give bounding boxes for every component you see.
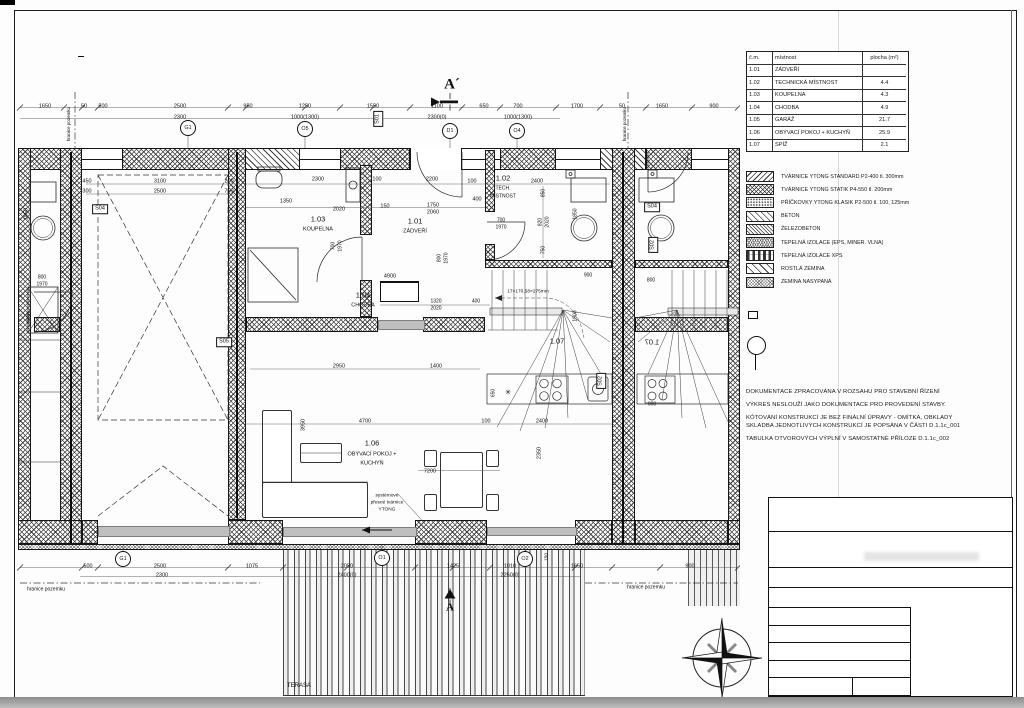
dim-label: 2500 xyxy=(153,188,167,195)
dim-label: 1970 xyxy=(495,224,507,231)
dim-label: 2300 xyxy=(311,176,325,183)
dim-label: 3100 xyxy=(153,178,167,185)
legend-marker-walls xyxy=(748,311,767,319)
dim-label: S04 xyxy=(92,204,108,214)
drawing-title xyxy=(74,52,84,58)
dim-label: 700 xyxy=(330,241,337,251)
dim-label: 1700 xyxy=(570,103,584,110)
scan-edge-bar xyxy=(0,697,1024,708)
dim-label: 1.04 xyxy=(355,290,371,300)
dim-label: 7200 xyxy=(423,468,437,475)
dim-label: 2400(0) xyxy=(337,572,357,579)
legend-swatch-std xyxy=(746,171,774,182)
titleblock-stupen xyxy=(769,642,911,660)
dim-label: 1900 xyxy=(26,311,33,325)
note-line: TABULKA OTVOROVÝCH VÝPLNÍ V SAMOSTATNÉ PŘÍLOZE D.1.1c_002 xyxy=(746,436,950,442)
dim-label: 500 xyxy=(83,563,93,570)
titleblock-meritko xyxy=(769,677,853,695)
ref-marker: O1 xyxy=(374,550,390,566)
dim-label: 2300 xyxy=(155,572,169,579)
legend-label: TEPELNÁ IZOLACE (EPS, MINER. VLNA) xyxy=(781,239,884,246)
dim-label: 100 xyxy=(372,176,382,183)
legend-marker-horizontal xyxy=(747,336,775,355)
redacted-client xyxy=(864,552,979,561)
dim-label: 100 xyxy=(467,178,477,185)
room-table-row xyxy=(747,115,908,128)
marker-leader-line xyxy=(755,354,756,370)
room-table-row xyxy=(747,127,908,140)
dim-label: 2300(0) xyxy=(427,114,447,121)
elevation-zero xyxy=(381,282,418,283)
legend-swatch-xps xyxy=(746,250,774,261)
room-table-cell: 1.04 xyxy=(747,102,773,115)
dim-label: TERASA xyxy=(286,683,312,689)
room-table-cell: KOUPELNA xyxy=(773,90,863,103)
dim-label: S05 xyxy=(216,337,232,347)
legend-item xyxy=(746,210,909,223)
room-table-cell: 1.01 xyxy=(747,65,773,78)
note-line: DOKUMENTACE ZPRACOVÁNA V ROZSAHU PRO STAVEBNÍ ŘÍZENÍ xyxy=(746,389,940,395)
dim-label: 150 xyxy=(380,203,390,210)
dim-label: 1425 xyxy=(446,563,460,570)
dim-label: 17×170,58×275mm xyxy=(507,289,549,295)
room-table-row xyxy=(747,65,908,78)
dim-label: 1000(1300) xyxy=(290,114,320,121)
dim-label: 150 xyxy=(544,552,550,562)
room-table-cell: 1.06 xyxy=(747,127,773,140)
room-table-cell xyxy=(863,65,906,78)
wall-composition-tag xyxy=(748,311,758,319)
dim-label: S01 xyxy=(373,111,383,127)
room-table-cell: 2.1 xyxy=(880,142,889,148)
legend-label: TVÁRNICE YTONG STANDARD P2-400 tl. 300mm xyxy=(781,173,904,180)
room-table-row xyxy=(747,77,908,90)
room-table-cell: OBÝVACÍ POKOJ + KUCHYŇ xyxy=(773,127,863,140)
room-table-cell: 4.4 xyxy=(863,77,906,90)
dim-label: A xyxy=(446,601,454,614)
dim-label: 4700 xyxy=(358,418,372,425)
dim-label: 1970 xyxy=(36,281,48,288)
dim-label: 200 xyxy=(224,178,234,185)
dim-label: hranice pozemku xyxy=(626,584,666,591)
dim-label: 2500 xyxy=(173,103,187,110)
room-table-cell: SPÍŽ xyxy=(773,140,863,152)
room-table-row xyxy=(747,102,908,115)
dim-label: 1400 xyxy=(429,363,443,370)
dim-label: 900 xyxy=(685,563,695,570)
dim-label: 2400 xyxy=(535,418,549,425)
ref-marker: G1 xyxy=(115,551,131,567)
dim-label: hranice pozemku xyxy=(621,106,627,142)
note-line: SKLADBA JEDNOTLIVÝCH KONSTRUKCÍ JE POPSÁNA V ČÁSTI D.1.1c_001 xyxy=(746,423,961,429)
dim-label: 450 xyxy=(82,178,92,185)
dim-label: 2020 xyxy=(544,216,551,228)
dim-label: 2950 xyxy=(332,363,346,370)
room-table-cell: 1.02 xyxy=(747,77,773,90)
room-table-cell: 4.3 xyxy=(863,90,906,103)
dim-label: hranice pozemku xyxy=(26,586,66,593)
ref-marker: D1 xyxy=(442,123,458,139)
dim-label: ZÁDVEŘÍ xyxy=(403,228,427,235)
dim-label: 2350 xyxy=(536,446,543,460)
note-line: VÝKRES NESLOUŽÍ JAKO DOKUMENTACE PRO PROVEDENÍ STAVBY. xyxy=(746,402,947,408)
dim-label: systémové xyxy=(375,493,399,499)
note-lines xyxy=(746,389,960,449)
room-table-cell: 21.7 xyxy=(863,115,906,128)
dim-label: 700 xyxy=(513,103,523,110)
dim-label: 2020 xyxy=(430,305,442,312)
dim-label: 950 xyxy=(243,103,253,110)
room-table-cell: ZÁDVEŘÍ xyxy=(773,65,863,78)
elevation-marker xyxy=(380,281,419,302)
dim-label: 1900 xyxy=(572,310,579,322)
dim-label: 1650 xyxy=(655,103,669,110)
dim-label: 2300 xyxy=(173,114,187,121)
cadastre xyxy=(769,661,910,669)
ref-marker: G1 xyxy=(180,120,196,136)
room-table-cell: CHODBA xyxy=(773,102,863,115)
format-value xyxy=(853,678,910,685)
room-table-cell: 4.9 xyxy=(863,102,906,115)
dim-label: A´ xyxy=(444,76,460,93)
titleblock-obsah xyxy=(769,587,1013,607)
legend-swatch-eps xyxy=(746,237,774,248)
room-table-header xyxy=(747,52,908,65)
legend-items xyxy=(746,170,909,289)
dim-label: 500 xyxy=(98,103,108,110)
dim-label: 900 xyxy=(709,103,719,110)
legend-item xyxy=(746,276,909,289)
dim-label: 1350 xyxy=(279,198,293,205)
dim-label: 850 xyxy=(540,188,547,198)
title-block xyxy=(768,497,1013,697)
dim-label: MÍSTNOST xyxy=(490,193,516,200)
legend-swatch-bet xyxy=(746,211,774,222)
dim-label: 650 xyxy=(479,103,489,110)
dim-label: 1100 xyxy=(431,103,443,110)
room-table-col: č.m. xyxy=(747,52,773,65)
legend-swatch-zn xyxy=(746,277,774,288)
ref-marker: O5 xyxy=(297,121,313,137)
dim-label: 800 xyxy=(37,274,47,281)
legend-label: TEPELNÁ IZOLACE XPS xyxy=(781,252,843,259)
legend-swatch-zb xyxy=(746,224,774,235)
ref-marker: O4 xyxy=(509,123,525,139)
sheet-name xyxy=(769,588,1013,594)
titleblock-cast xyxy=(769,567,1013,587)
dim-label: 650 xyxy=(490,388,497,398)
dim-label: 800 xyxy=(646,277,656,284)
legend-label: PŘÍČKOVKY YTONG KLASIK P2-500 tl. 100, 125mm xyxy=(781,199,910,206)
dim-label: 1010 xyxy=(503,563,517,570)
dim-label: S04 xyxy=(644,202,660,212)
dim-label: 820 xyxy=(537,217,544,227)
dim-label: 1.03 xyxy=(310,214,326,224)
dim-label: 1000(1300) xyxy=(503,114,533,121)
dim-label: OBÝVACÍ POKOJ + xyxy=(347,451,397,458)
dim-label: 1320 xyxy=(430,298,442,305)
legend-item xyxy=(746,223,909,236)
dim-label: 50 xyxy=(80,103,88,110)
compass-rose xyxy=(676,606,768,698)
dim-label: 2060 xyxy=(426,209,440,216)
legend-label: BETON xyxy=(781,213,800,220)
room-table-cell: 1.05 xyxy=(747,115,773,128)
room-table xyxy=(746,51,909,152)
dim-label: hranice pozemku xyxy=(65,106,71,142)
dim-label: 400 xyxy=(472,196,482,203)
dim-label: 50 xyxy=(618,103,626,110)
dim-label: 2500 xyxy=(153,563,167,570)
legend-swatch-kla xyxy=(746,197,774,208)
dim-label: 750 xyxy=(224,188,234,195)
titleblock-format xyxy=(853,677,911,695)
dim-label: 1.06 xyxy=(364,438,380,448)
room-table-cell: GARÁŽ xyxy=(773,115,863,128)
dim-label: 1650 xyxy=(570,563,584,570)
legend-item xyxy=(746,170,909,183)
dim-label: KOUPELNA xyxy=(303,226,333,233)
legend-label: ROSTLÁ ZEMINA xyxy=(781,265,825,272)
room-table-col: místnost xyxy=(773,52,863,65)
dim-label: 4900 xyxy=(383,273,397,280)
dim-label: S02 xyxy=(648,237,658,253)
legend-item xyxy=(746,262,909,275)
dim-label: 2200 xyxy=(425,176,439,183)
titleblock-zodp xyxy=(769,607,911,625)
dim-label: ✳ xyxy=(505,389,511,397)
dim-label: přesné tvárnice xyxy=(370,500,404,506)
dim-label: 2400 xyxy=(530,178,544,185)
dim-label: 1075 xyxy=(245,563,259,570)
ref-marker: O2 xyxy=(517,551,533,567)
dim-label: 1650 xyxy=(38,103,52,110)
dim-label: 100 xyxy=(481,418,491,425)
legend-label: ŽELEZOBETON xyxy=(781,226,821,233)
dim-label: 1250 xyxy=(298,103,312,110)
room-table-row xyxy=(747,90,908,103)
dim-label: 900 xyxy=(583,272,593,279)
drawing-scale xyxy=(78,57,84,58)
dim-label: 400 xyxy=(471,298,481,305)
titleblock-stavebnik xyxy=(769,531,1013,567)
dim-label: 1970 xyxy=(443,252,450,264)
room-table-cell: 1.03 xyxy=(747,90,773,103)
dim-label: 750 xyxy=(540,245,547,255)
dim-label: 1.01 xyxy=(407,216,423,226)
legend-item xyxy=(746,196,909,209)
dim-label: 1.02 xyxy=(495,173,511,183)
doc-stage xyxy=(769,643,910,652)
room-table-cell: TECHNICKÁ MÍSTNOST xyxy=(773,77,863,90)
scale-value xyxy=(769,678,852,684)
legend-swatch-stk xyxy=(746,184,774,195)
dim-label: 1850 xyxy=(572,208,579,220)
dim-label: S02 xyxy=(596,373,606,389)
dim-label: 800 xyxy=(436,253,443,263)
dim-label: 1750 xyxy=(426,202,440,209)
slab-composition-tag xyxy=(747,336,766,355)
dim-label: 2050 xyxy=(340,563,354,570)
legend-item xyxy=(746,236,909,249)
legend-label: ZEMINA NASYPANÁ xyxy=(781,279,832,286)
dim-label: 1.07 xyxy=(644,337,660,347)
titleblock-kat xyxy=(769,660,911,677)
dim-label: 900 xyxy=(647,401,657,408)
dim-label: YTONG xyxy=(378,507,396,513)
dim-label: 1550 xyxy=(366,103,380,110)
legend-swatch-roz xyxy=(746,263,774,274)
legend-item xyxy=(746,183,909,196)
dim-label: 1970 xyxy=(337,240,344,252)
titleblock-akce xyxy=(769,498,1013,531)
dim-label: TECH. xyxy=(495,185,511,192)
legend-label: TVÁRNICE YTONG STATIK P4-550 tl. 200mm xyxy=(781,186,893,193)
dim-label: 3950 xyxy=(300,418,307,432)
dim-label: CHODBA xyxy=(351,302,375,309)
dim-label: 300 xyxy=(82,188,92,195)
note-line: KÓTOVÁNÍ KONSTRUKCÍ JE BEZ FINÁLNÍ ÚPRAVY - OMÍTKA, OBKLADY xyxy=(746,415,953,421)
legend-item xyxy=(746,249,909,262)
photo-id-tag xyxy=(0,0,15,5)
room-table-row xyxy=(747,140,908,152)
dim-label: 700 xyxy=(496,217,506,224)
room-table-col: plocha (m²) xyxy=(863,52,906,65)
dim-label: 2250(0) xyxy=(500,572,520,579)
dim-label: 2020 xyxy=(332,206,346,213)
room-table-cell: 25.9 xyxy=(863,127,906,140)
dim-label: KUCHYŇ xyxy=(360,460,384,467)
room-table-cell: 1.07 xyxy=(747,140,773,152)
dim-label: 1850 xyxy=(23,207,30,221)
titleblock-vypracoval xyxy=(769,625,911,642)
dim-label: 1.07 xyxy=(549,336,565,346)
part-name xyxy=(769,568,1013,575)
